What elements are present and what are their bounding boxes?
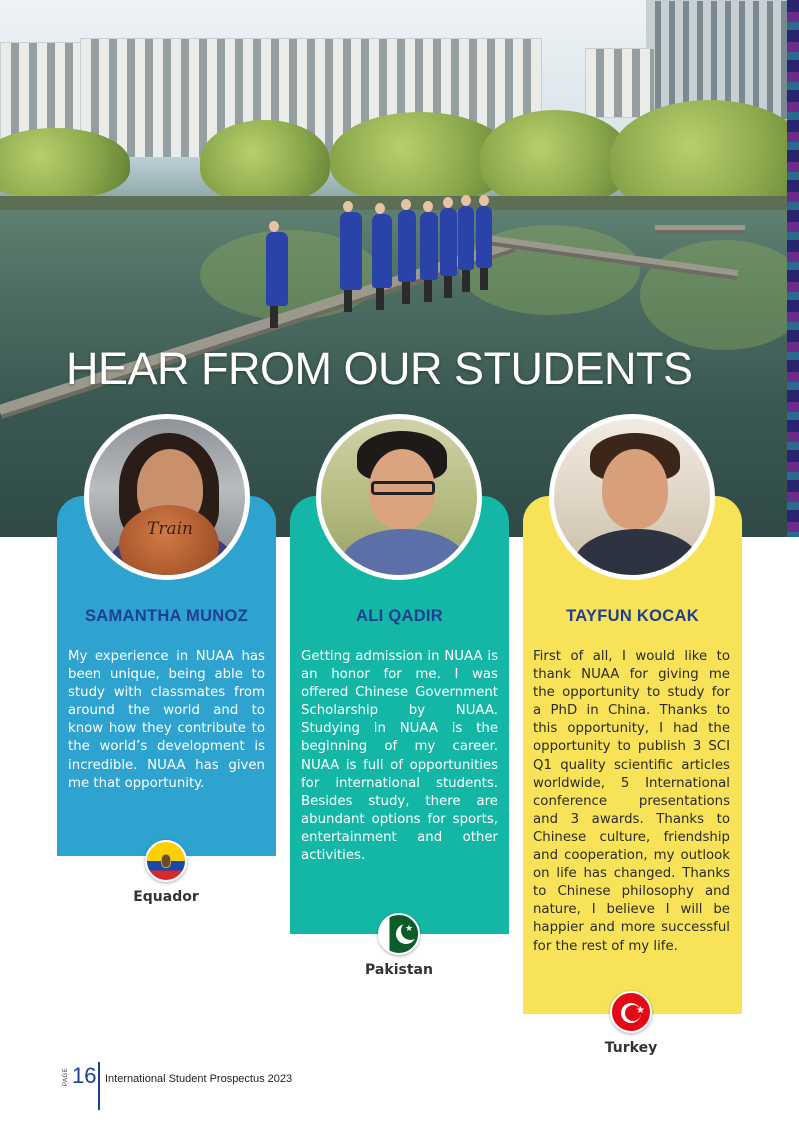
avatar-ali <box>316 414 482 580</box>
footer-divider <box>98 1062 100 1110</box>
graduate-figure <box>476 206 492 268</box>
student-name: SAMANTHA MUNOZ <box>84 607 249 625</box>
student-country: Pakistan <box>365 962 433 978</box>
building-right <box>585 48 655 118</box>
student-country: Equador <box>133 889 199 905</box>
graduate-figure <box>372 214 392 288</box>
student-testimonial: First of all, I would like to thank NUAA for giving me the opportunity to study for a PhD in China. Thanks to this opportunity, I had the opportunity to publish 3 SCI Q1 quality scientific articles worldwide, 5 International conference presentations and 3 awards. Thanks to Chinese culture, friendship and cooperation, my outlook on life has changed. Thanks to Chinese philosophy and nature, I believe I will be happier and more successful for the rest of my life. <box>533 649 730 954</box>
student-country: Turkey <box>604 1040 658 1056</box>
face <box>602 449 668 529</box>
ecuador-flag-icon <box>145 840 187 882</box>
graduate-figure <box>420 212 438 280</box>
avatar-tayfun <box>549 414 715 580</box>
student-name: TAYFUN KOCAK <box>566 607 699 625</box>
student-testimonial: Getting admission in NUAA is an honor for me. I was offered Chinese Government Scholarship by NUAA. Studying in NUAA is the beginning of my career. NUAA is full of opportunities for international students. Besides study, there are abundant options for sports, entertainment and other activities. <box>301 649 498 864</box>
zigzag-bridge <box>655 225 745 234</box>
graduate-figure <box>440 208 457 276</box>
student-name: ALI QADIR <box>355 607 444 625</box>
graduate-figure <box>340 212 362 290</box>
page-title: HEAR FROM OUR STUDENTS <box>66 343 693 394</box>
publication-title: International Student Prospectus 2023 <box>105 1073 293 1085</box>
basketball-brand-text: Train <box>147 519 193 539</box>
avatar-samantha <box>84 414 250 580</box>
turkey-flag-icon <box>610 991 652 1033</box>
page-number: 16 <box>72 1063 97 1088</box>
trees <box>200 120 330 202</box>
graduate-figure <box>458 206 474 270</box>
page-label: PAGE <box>63 1067 69 1086</box>
student-testimonial: My experience in NUAA has been unique, being able to study with classmates from around the world and to know how they contribute to the world’s development is incredible. NUAA has given me that opportunity. <box>68 649 265 791</box>
shirt <box>574 529 700 580</box>
tree-reflection <box>640 240 799 350</box>
trees <box>480 110 630 205</box>
star-icon: ★ <box>636 1005 645 1016</box>
decorative-edge-strip <box>787 0 799 537</box>
star-icon: ★ <box>405 923 414 933</box>
coat-of-arms <box>161 854 171 868</box>
graduate-figure <box>266 232 288 306</box>
basketball-icon <box>119 505 219 580</box>
trees <box>0 128 130 198</box>
shirt <box>341 529 467 580</box>
pakistan-flag-icon <box>378 913 420 955</box>
graduate-figure <box>398 210 416 282</box>
glasses-icon <box>371 481 435 495</box>
